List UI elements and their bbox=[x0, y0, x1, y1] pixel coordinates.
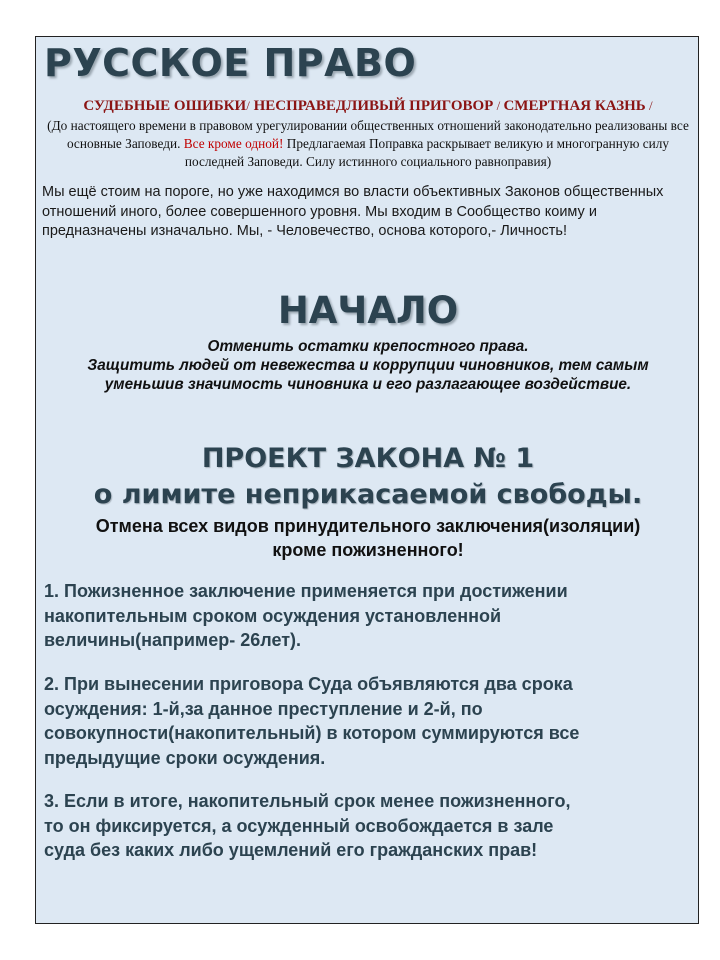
subtitle-line bbox=[40, 98, 696, 115]
law-item-2 bbox=[44, 672, 694, 770]
project-subheading-line: Отмена всех видов принудительного заключения(изоляции) bbox=[95, 516, 641, 536]
start-line: Отменить остатки крепостного права. bbox=[207, 338, 529, 355]
subtitle-separator: / bbox=[493, 98, 504, 113]
law-item-line: 2. При вынесении приговора Суда объявляются два срока bbox=[44, 674, 573, 694]
law-item-line: совокупности(накопительный) в котором суммируются все bbox=[44, 723, 580, 743]
law-item-line: 1. Пожизненное заключение применяется при достижении bbox=[44, 581, 568, 601]
subtitle-judicial-errors: СУДЕБНЫЕ ОШИБКИ bbox=[83, 98, 247, 114]
page-title: РУССКОЕ ПРАВО bbox=[44, 41, 417, 85]
document-panel bbox=[35, 36, 699, 924]
law-item-3 bbox=[44, 789, 694, 863]
law-item-line: осуждения: 1-й,за данное преступление и 2-й, по bbox=[44, 698, 483, 719]
law-item-1 bbox=[44, 579, 694, 653]
parenthetical-text: (До настоящего времени в правовом урегулировании общественных отношений законодательно реализованы все основные Заповеди. bbox=[47, 118, 689, 151]
law-item-line: то он фиксируется, а осужденный освобождается в зале bbox=[44, 815, 554, 836]
start-line: уменьшив значимость чиновника и его разлагающее воздействие. bbox=[104, 376, 632, 393]
parenthetical-highlight: Все кроме одной! bbox=[183, 135, 284, 151]
project-subheading-line: кроме пожизненного! bbox=[272, 540, 464, 560]
subtitle-separator: / bbox=[246, 98, 250, 113]
section-heading-project bbox=[36, 441, 700, 513]
law-item-line: накопительным сроком осуждения установленной bbox=[44, 605, 502, 626]
parenthetical-text: Предлагаемая Поправка раскрывает великую и многогранную силу последней Заповеди. Силу истинного социального равноправия) bbox=[184, 135, 670, 169]
subtitle-death-penalty: СМЕРТНАЯ КАЗНЬ bbox=[503, 98, 646, 114]
intro-parenthetical bbox=[40, 117, 696, 170]
law-item-line: 3. Если в итоге, накопительный срок менее пожизненного, bbox=[44, 791, 571, 811]
law-item-line: предыдущие сроки осуждения. bbox=[44, 747, 326, 768]
intro-paragraph: Мы ещё стоим на пороге, но уже находимся во власти объективных Законов общественных отношений иного, более совершенного уровня. Мы входим в Сообщество коиму и предназначены изначально. Мы, - Человечество, основа которого,- Личность! bbox=[42, 184, 664, 239]
law-item-line: суда без каких либо ущемлений его гражданских прав! bbox=[44, 840, 538, 860]
project-subheading bbox=[36, 514, 700, 562]
project-heading-line: о лимите неприкасаемой свободы. bbox=[93, 479, 643, 510]
subtitle-unjust-verdict: НЕСПРАВЕДЛИВЫЙ ПРИГОВОР bbox=[249, 98, 494, 114]
section-heading-start: НАЧАЛО bbox=[277, 289, 459, 332]
start-statement bbox=[36, 337, 700, 394]
law-item-line: величины(например- 26лет). bbox=[44, 630, 302, 650]
start-line: Защитить людей от невежества и коррупции чиновников, тем самым bbox=[87, 357, 649, 374]
subtitle-separator: / bbox=[645, 98, 653, 113]
project-heading-line: ПРОЕКТ ЗАКОНА № 1 bbox=[201, 443, 535, 474]
